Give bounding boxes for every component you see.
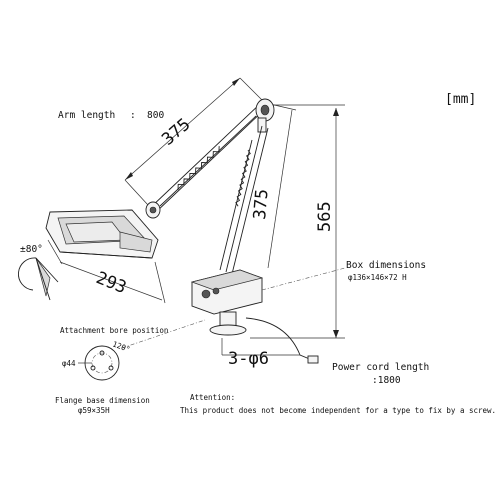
power-plug [308, 356, 318, 363]
box-dimensions-value: φ136×146×72 H [348, 273, 407, 282]
extension-line [125, 180, 148, 205]
bore-angle: 120° [111, 339, 132, 355]
lamp-upper-arm [150, 102, 266, 212]
dim-arrow [333, 330, 339, 338]
arm-spring [175, 146, 222, 190]
lower-arm-value: 375 [250, 188, 273, 221]
bore-hole [91, 366, 95, 370]
power-cord-callout [332, 362, 429, 386]
attention-title: Attention: [190, 393, 236, 402]
lower-arm-dimension [250, 104, 296, 268]
arm-rod [150, 102, 262, 208]
head-knob-hub [150, 207, 156, 213]
dimmer-knob-icon [202, 290, 210, 298]
head-length-value: 293 [93, 268, 130, 299]
lamp-elbow-joint [256, 99, 274, 132]
box-dimensions-title: Box dimensions [346, 260, 427, 271]
tilt-value: ±80° [20, 244, 43, 255]
box-dimensions-callout [262, 260, 426, 290]
dim-arrow [125, 172, 133, 180]
dim-arrow [232, 78, 240, 86]
height-dimension [250, 105, 345, 338]
arm-length-label [58, 110, 164, 121]
arm-length-title: Arm length [58, 110, 116, 121]
tilt-indicator [18, 244, 58, 300]
arm-rod [220, 140, 252, 270]
flange-value: φ59×35H [78, 406, 110, 415]
bore-pitch-circle [92, 353, 112, 373]
elbow-block [258, 118, 266, 132]
flange-title: Flange base dimension [55, 396, 150, 405]
extension-line [155, 262, 165, 303]
arm-length-sep: : [130, 110, 136, 121]
screw-value: 3-φ6 [228, 349, 269, 369]
attention-text: This product does not become independent for a type to fix by a screw. [180, 406, 497, 415]
lower-arm-dim-line [268, 110, 292, 268]
height-value: 565 [315, 201, 335, 232]
attachment-title: Attachment bore position [60, 326, 169, 335]
unit-label: [mm] [445, 92, 477, 107]
box-leader [262, 268, 345, 290]
elbow-hub [261, 105, 269, 115]
attachment-bore-detail [60, 320, 205, 380]
screw-callout [222, 338, 300, 369]
lamp-head-joint [146, 202, 160, 218]
power-cord-title: Power cord length [332, 362, 430, 373]
attention-note [180, 393, 496, 415]
flange-base [210, 325, 246, 335]
dim-arrow [333, 108, 339, 116]
extension-line [240, 78, 262, 100]
lamp-magnifier-head [46, 210, 158, 258]
switch-knob-icon [213, 288, 219, 294]
upper-arm-dimension [125, 78, 262, 205]
flange-dimension [55, 396, 150, 415]
bore-hole [109, 366, 113, 370]
bore-diameter: φ44 [62, 359, 76, 368]
tilt-arc [18, 258, 36, 290]
power-cord-value: :1800 [372, 375, 401, 386]
arm-length-value: 800 [147, 110, 165, 121]
arm-spring [235, 150, 251, 206]
upper-arm-value: 375 [158, 114, 195, 150]
